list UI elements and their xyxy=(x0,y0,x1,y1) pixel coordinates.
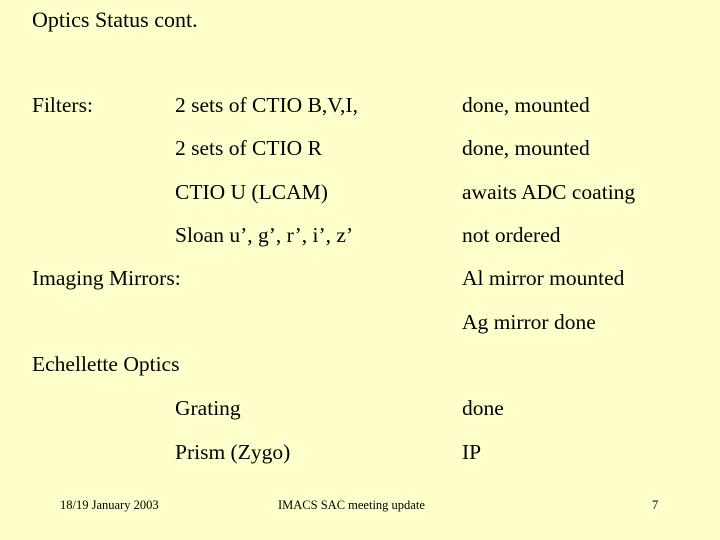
echellette-item: Grating xyxy=(175,396,241,420)
echellette-label: Echellette Optics xyxy=(32,352,180,376)
filter-item: 2 sets of CTIO R xyxy=(175,136,322,160)
footer-date: 18/19 January 2003 xyxy=(60,498,159,512)
filter-status: not ordered xyxy=(462,223,561,247)
filter-item: Sloan u’, g’, r’, i’, z’ xyxy=(175,223,354,247)
filter-status: done, mounted xyxy=(462,93,590,117)
mirror-status: Al mirror mounted xyxy=(462,266,625,290)
filter-item: 2 sets of CTIO B,V,I, xyxy=(175,93,358,117)
filter-status: done, mounted xyxy=(462,136,590,160)
echellette-status: IP xyxy=(462,440,482,464)
imaging-mirrors-label: Imaging Mirrors: xyxy=(32,266,181,290)
echellette-status: done xyxy=(462,396,504,420)
mirror-status: Ag mirror done xyxy=(462,310,596,334)
slide-title: Optics Status cont. xyxy=(32,7,198,32)
footer-page-number: 7 xyxy=(652,498,659,512)
filter-item: CTIO U (LCAM) xyxy=(175,180,328,204)
footer-meeting: IMACS SAC meeting update xyxy=(278,498,425,512)
echellette-item: Prism (Zygo) xyxy=(175,440,291,464)
filter-status: awaits ADC coating xyxy=(462,180,636,204)
filters-label: Filters: xyxy=(32,93,93,117)
